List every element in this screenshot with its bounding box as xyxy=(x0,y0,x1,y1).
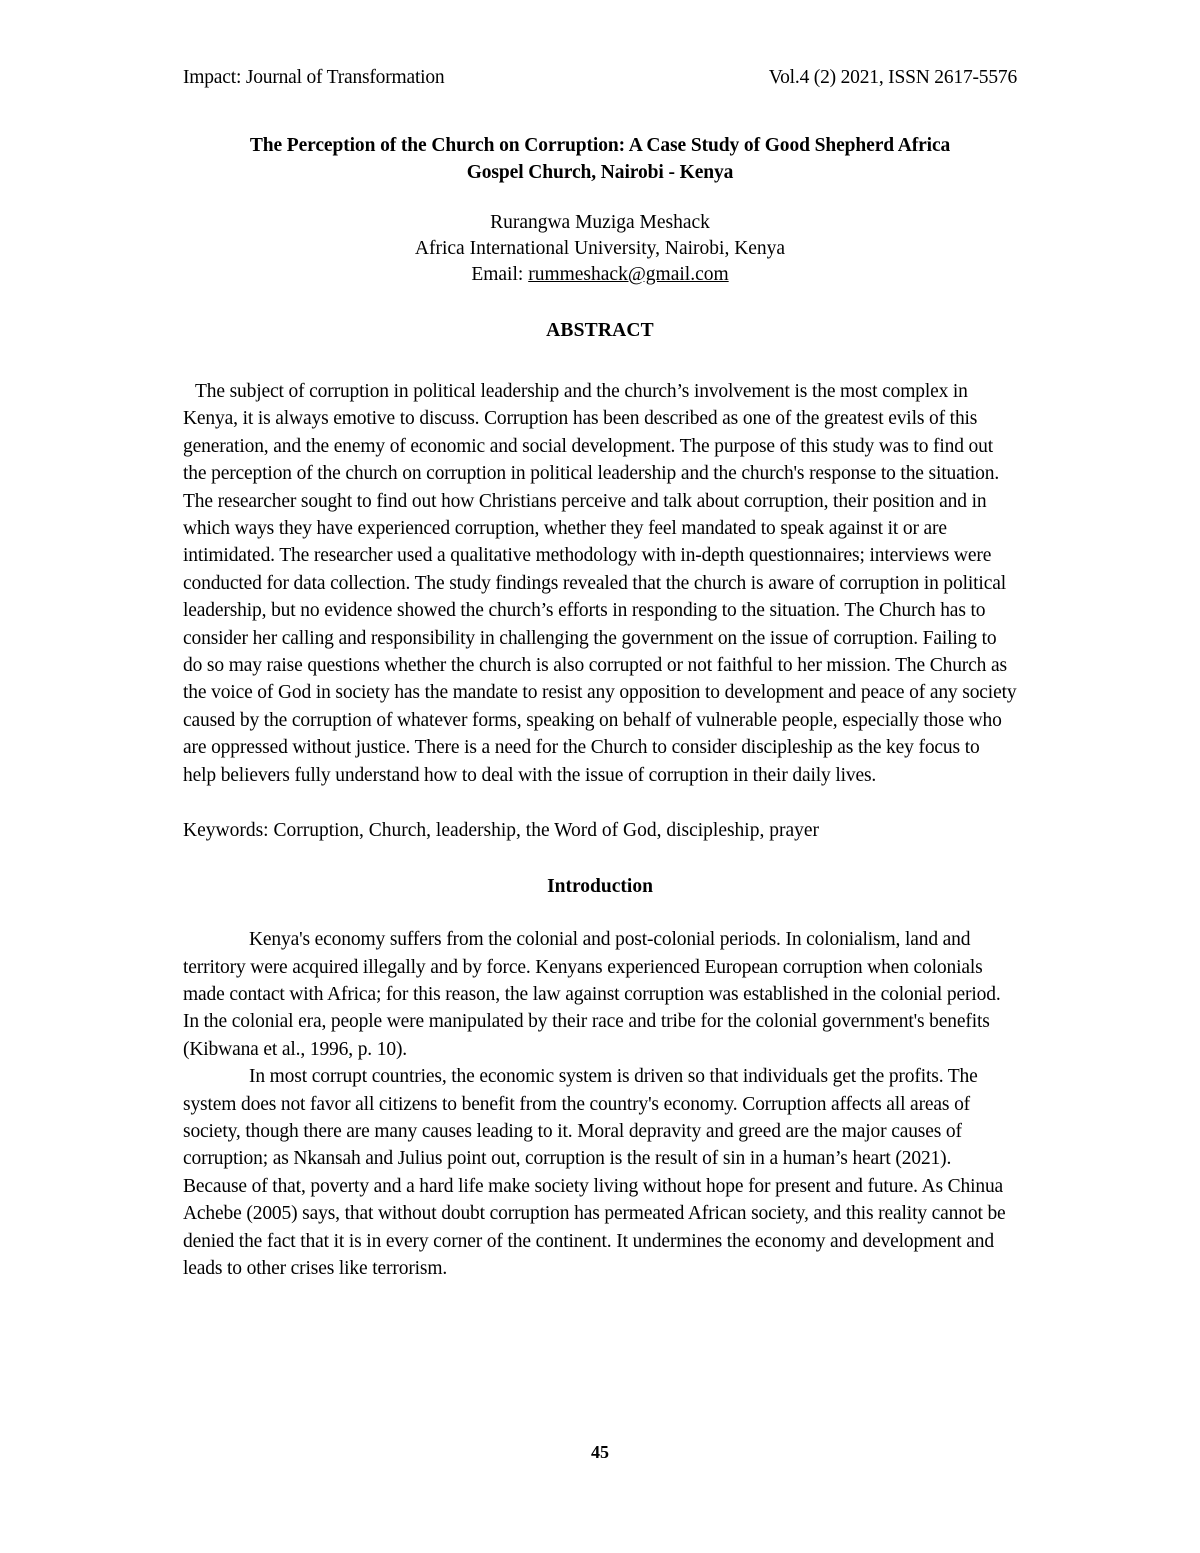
title-line-1: The Perception of the Church on Corruption: A Case Study of Good Shepherd Africa xyxy=(249,135,951,156)
author-block xyxy=(183,210,1017,288)
volume-issn: Vol.4 (2) 2021, ISSN 2617-5576 xyxy=(768,67,1017,88)
page-number: 45 xyxy=(591,1442,609,1462)
author-name: Rurangwa Muziga Meshack xyxy=(490,212,710,233)
keywords: Keywords: Corruption, Church, leadership, the Word of God, discipleship, prayer xyxy=(183,820,820,842)
author-email-line xyxy=(183,262,1017,288)
email-link[interactable]: rummeshack@gmail.com xyxy=(528,264,729,285)
email-label: Email: xyxy=(471,264,529,285)
intro-paragraph-2: In most corrupt countries, the economic system is driven so that individuals get the profits. The system does not favor all citizens to benefit from the country's economy. Corruption affects all areas of society, though there are many causes leading to it. Moral depravity and greed are the major causes of corruption; as Nkansah and Julius point out, corruption is the result of sin in a human’s heart (2021). Because of that, poverty and a hard life make society living without hope for present and future. As Chinua Achebe (2005) says, that without doubt corruption has permeated African society, and this reality cannot be denied the fact that it is in every corner of the continent. It undermines the economy and development and leads to other crises like terrorism. xyxy=(183,1066,1006,1279)
title-line-2: Gospel Church, Nairobi - Kenya xyxy=(466,162,734,183)
intro-paragraph-1: Kenya's economy suffers from the colonial and post-colonial periods. In colonialism, land and territory were acquired illegally and by force. Kenyans experienced European corruption when colonials made contact with Africa; for this reason, the law against corruption was established in the colonial period. In the colonial era, people were manipulated by their race and tribe for the colonial government's benefits (Kibwana et al., 1996, p. 10). xyxy=(183,929,1001,1060)
running-header xyxy=(183,62,1017,94)
article-title xyxy=(183,132,1017,186)
introduction-heading: Introduction xyxy=(547,876,653,898)
abstract-text: The subject of corruption in political leadership and the church’s involvement is the most complex in Kenya, it is always emotive to discuss. Corruption has been described as one of the greatest evils of this generation, and the enemy of economic and social development. The purpose of this study was to find out the perception of the church on corruption in political leadership and the church's response to the situation. The researcher sought to find out how Christians perceive and talk about corruption, their position and in which ways they have experienced corruption, whether they feel mandated to speak against it or are intimidated. The researcher used a qualitative methodology with in-depth questionnaires; interviews were conducted for data collection. The study findings revealed that the church is aware of corruption in political leadership, but no evidence showed the church’s efforts in responding to the situation. The Church has to consider her calling and responsibility in challenging the government on the issue of corruption. Failing to do so may raise questions whether the church is also corrupted or not faithful to her mission. The Church as the voice of God in society has the mandate to resist any opposition to development and peace of any society caused by the corruption of whatever forms, speaking on behalf of vulnerable people, especially those who are oppressed without justice. There is a need for the Church to consider discipleship as the key focus to help believers fully understand how to deal with the issue of corruption in their daily lives. xyxy=(183,381,1017,786)
author-affiliation: Africa International University, Nairobi, Kenya xyxy=(414,238,786,259)
page-content xyxy=(183,62,1017,1282)
abstract-heading: ABSTRACT xyxy=(546,320,654,341)
journal-name: Impact: Journal of Transformation xyxy=(183,67,445,88)
